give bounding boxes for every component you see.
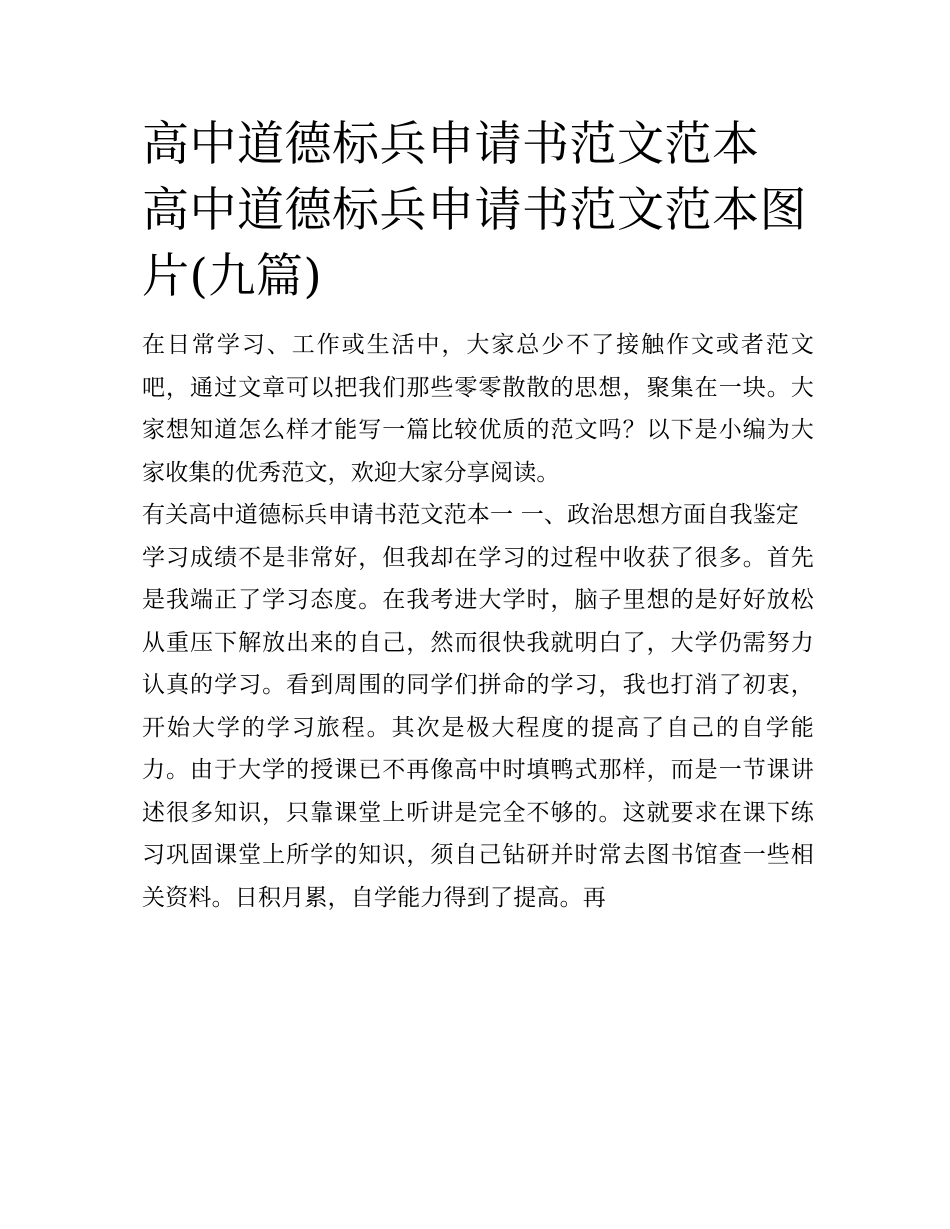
body-paragraph: 学习成绩不是非常好，但我却在学习的过程中收获了很多。首先是我端正了学习态度。在我考进大学时，脑子里想的是好好放松从重压下解放出来的自己，然而很快我就明白了，大学仍需努力认真的学习。看到周围的同学们拼命的学习，我也打消了初衷，开始大学的学习旅程。其次是极大程度的提高了自己的自学能力。由于大学的授课已不再像高中时填鸭式那样，而是一节课讲述很多知识，只靠课堂上听讲是完全不够的。这就要求在课下练习巩固课堂上所学的知识，须自己钻研并时常去图书馆查一些相关资料。日积月累，自学能力得到了提高。再 (142, 544, 814, 911)
section-heading-paragraph: 有关高中道德标兵申请书范文范本一 一、政治思想方面自我鉴定 (142, 502, 800, 528)
document-page (142, 112, 814, 919)
document-title: 高中道德标兵申请书范文范本 高中道德标兵申请书范文范本图片(九篇) (142, 117, 807, 304)
intro-paragraph: 在日常学习、工作或生活中，大家总少不了接触作文或者范文吧，通过文章可以把我们那些零零散散的思想，聚集在一块。大家想知道怎么样才能写一篇比较优质的范文吗？以下是小编为大家收集的优秀范文，欢迎大家分享阅读。 (142, 332, 814, 486)
